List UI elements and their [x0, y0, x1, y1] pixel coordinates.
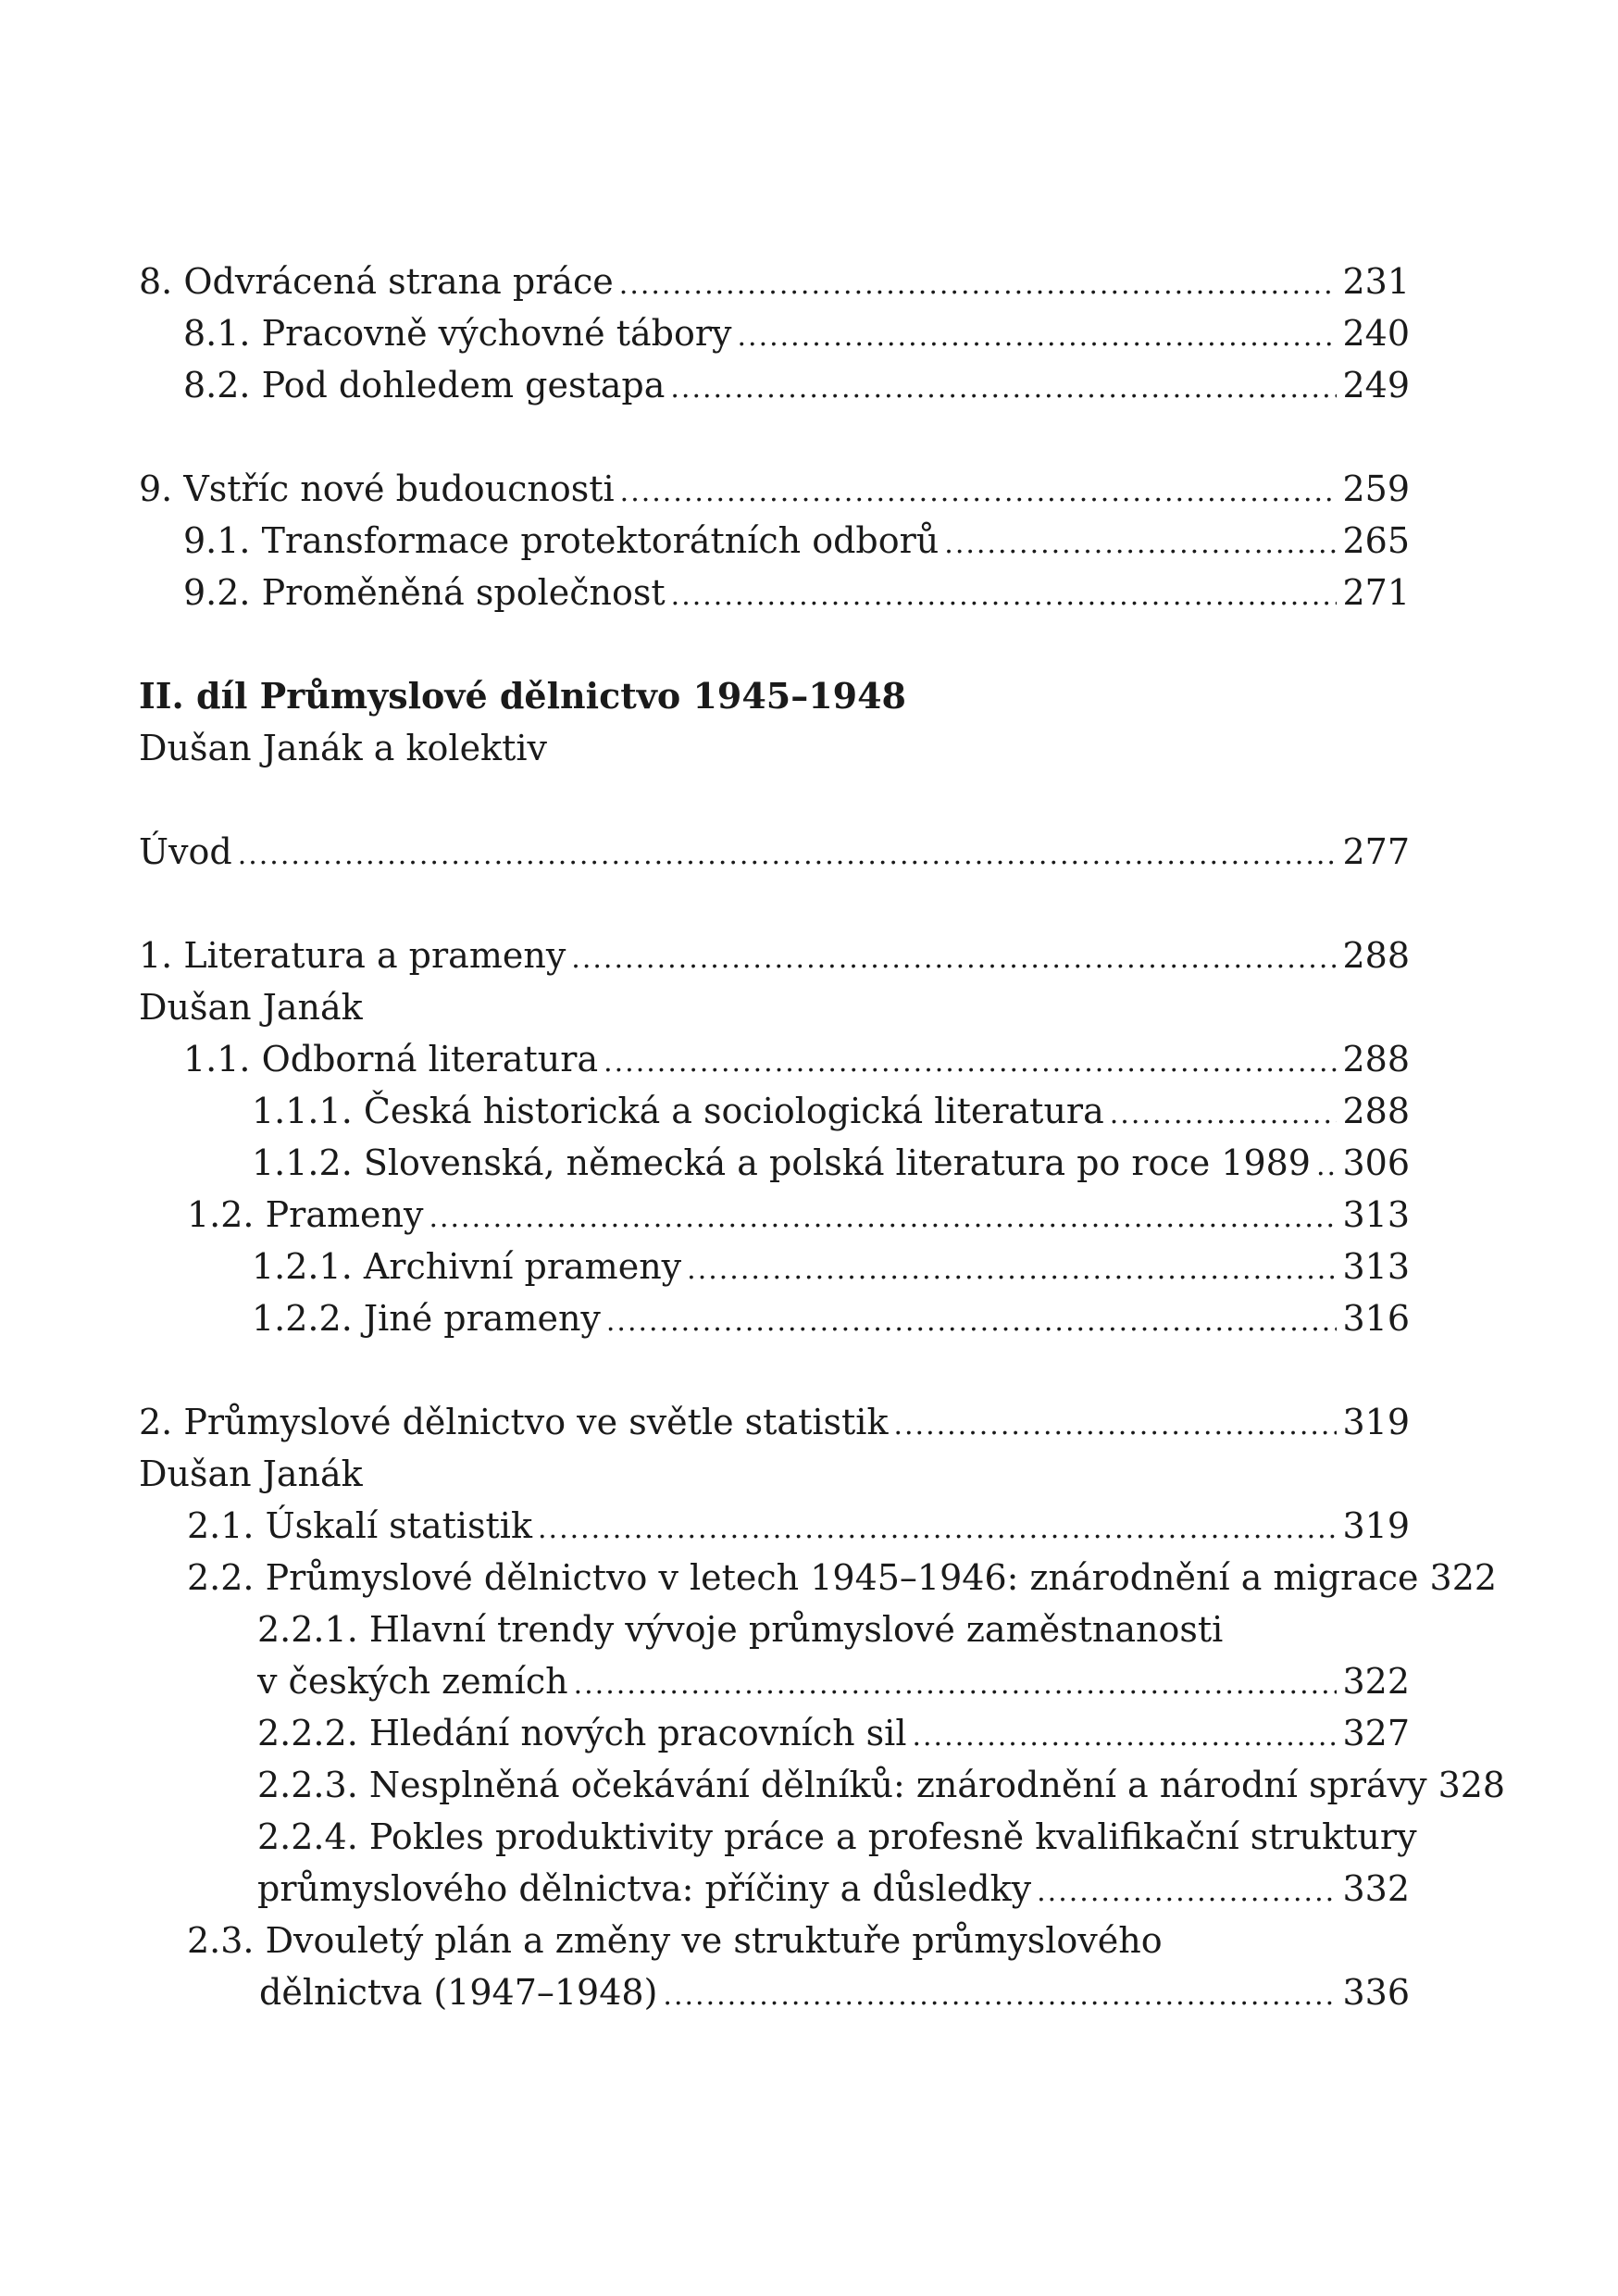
- toc-entry: [139, 1759, 1506, 1811]
- toc-entry-page: 313: [1342, 1194, 1410, 1235]
- toc-entry-title: 1.2. Prameny: [187, 1194, 424, 1235]
- chapter-author: Dušan Janák: [139, 1454, 363, 1494]
- toc-leader-dots: [1110, 1089, 1338, 1141]
- toc-leader-dots: [663, 1970, 1337, 2022]
- toc-entry-title: dělnictva (1947–1948): [259, 1972, 658, 2013]
- toc-entry-page: 288: [1342, 935, 1410, 976]
- toc-leader-dots: [620, 467, 1338, 518]
- toc-entry-title: 2.1. Úskalí statistik: [187, 1505, 532, 1546]
- toc-entry-page: 322: [1342, 1661, 1410, 1702]
- toc-entry-page: 277: [1342, 831, 1410, 872]
- toc-leader-dots: [571, 933, 1337, 985]
- toc-leader-dots: [912, 1711, 1337, 1763]
- toc-entry: [139, 1500, 1410, 1552]
- toc-entry-title-line: 2.2.4. Pokles produktivity práce a profesně kvalifikační struktury: [257, 1816, 1417, 1857]
- toc-leader-dots: [670, 363, 1337, 415]
- toc-entry-title: 2.2. Průmyslové dělnictvo v letech 1945–1946: znárodnění a migrace: [187, 1557, 1419, 1598]
- table-of-contents: [139, 256, 1506, 2018]
- toc-entry: [139, 1863, 1410, 1915]
- toc-entry-title: v českých zemích: [257, 1661, 568, 1702]
- toc-entry-title-line: 2.3. Dvouletý plán a změny ve struktuře průmyslového: [187, 1920, 1163, 1961]
- toc-entry-title: 1. Literatura a prameny: [139, 935, 566, 976]
- toc-entry-title: 1.2.1. Archivní prameny: [252, 1246, 682, 1287]
- toc-leader-dots: [893, 1400, 1337, 1452]
- toc-entry: [139, 826, 1410, 878]
- toc-leader-dots: [238, 830, 1338, 881]
- toc-entry-title: 1.1.1. Česká historická a sociologická literatura: [252, 1091, 1104, 1131]
- toc-entry-title: 1.1.2. Slovenská, německá a polská literatura po roce 1989: [252, 1142, 1311, 1183]
- toc-entry: [139, 930, 1410, 981]
- toc-entry-title: Úvod: [139, 831, 232, 872]
- toc-leader-dots: [671, 570, 1338, 622]
- toc-entry-page: 265: [1342, 520, 1410, 561]
- toc-entry: [139, 1552, 1498, 1603]
- toc-entry-page: 328: [1438, 1765, 1506, 1805]
- toc-entry-title: 2.2.3. Nesplněná očekávání dělníků: znárodnění a národní správy: [257, 1765, 1427, 1805]
- toc-entry-page: 336: [1342, 1972, 1410, 2013]
- toc-entry: [139, 1241, 1410, 1292]
- toc-entry-title: průmyslového dělnictva: příčiny a důsledky: [257, 1868, 1032, 1909]
- toc-leader-dots: [574, 1659, 1338, 1711]
- toc-entry-title: 1.1. Odborná literatura: [183, 1039, 599, 1079]
- toc-leader-dots: [429, 1192, 1337, 1244]
- toc-entry-page: 313: [1342, 1246, 1410, 1287]
- toc-entry-page: 322: [1429, 1557, 1498, 1598]
- toc-entry: [139, 1189, 1410, 1241]
- toc-leader-dots: [619, 259, 1338, 311]
- toc-entry: [139, 1292, 1410, 1344]
- chapter-author: Dušan Janák: [139, 987, 363, 1028]
- toc-leader-dots: [538, 1504, 1337, 1555]
- toc-leader-dots: [687, 1244, 1337, 1296]
- toc-entry-title: 9.2. Proměněná společnost: [183, 572, 666, 613]
- toc-entry-title: 2. Průmyslové dělnictvo ve světle statistik: [139, 1402, 889, 1442]
- toc-entry-title: 8.1. Pracovně výchovné tábory: [183, 313, 732, 354]
- toc-entry-title: 8.2. Pod dohledem gestapa: [183, 365, 666, 406]
- toc-entry-page: 319: [1342, 1505, 1410, 1546]
- toc-entry-page: 288: [1342, 1091, 1410, 1131]
- toc-leader-dots: [604, 1037, 1337, 1089]
- toc-entry-page: 332: [1342, 1868, 1410, 1909]
- toc-entry: [139, 1085, 1410, 1137]
- toc-entry: [139, 515, 1410, 567]
- toc-entry-page: 319: [1342, 1402, 1410, 1442]
- toc-entry-title: 8. Odvrácená strana práce: [139, 261, 614, 302]
- toc-entry-page: 271: [1342, 572, 1410, 613]
- toc-entry: [139, 1033, 1410, 1085]
- toc-entry: [139, 1966, 1410, 2018]
- toc-entry-page: 240: [1342, 313, 1410, 354]
- toc-leader-dots: [1316, 1141, 1337, 1192]
- toc-entry: [139, 1396, 1410, 1448]
- toc-entry-title: 9.1. Transformace protektorátních odborů: [183, 520, 940, 561]
- toc-leader-dots: [738, 311, 1338, 363]
- toc-entry-page: 316: [1342, 1298, 1410, 1339]
- toc-entry-page: 249: [1342, 365, 1410, 406]
- toc-entry: [139, 463, 1410, 515]
- toc-entry-page: 231: [1342, 261, 1410, 302]
- part-title: II. díl Průmyslové dělnictvo 1945–1948: [139, 675, 906, 717]
- toc-entry-title: 9. Vstříc nové budoucnosti: [139, 468, 615, 509]
- toc-entry: [139, 1707, 1410, 1759]
- toc-leader-dots: [606, 1296, 1338, 1348]
- toc-leader-dots: [944, 518, 1337, 570]
- toc-entry-title-line: 2.2.1. Hlavní trendy vývoje průmyslové zaměstnanosti: [257, 1609, 1224, 1650]
- toc-entry-title: 2.2.2. Hledání nových pracovních sil: [257, 1713, 907, 1753]
- toc-entry-page: 259: [1342, 468, 1410, 509]
- toc-leader-dots: [1037, 1866, 1337, 1918]
- toc-entry: [139, 1137, 1410, 1189]
- toc-entry: [139, 567, 1410, 618]
- toc-entry: [139, 359, 1410, 411]
- toc-entry-page: 327: [1342, 1713, 1410, 1753]
- toc-entry-page: 288: [1342, 1039, 1410, 1079]
- toc-entry: [139, 256, 1410, 307]
- toc-entry-page: 306: [1342, 1142, 1410, 1183]
- toc-entry-title: 1.2.2. Jiné prameny: [252, 1298, 601, 1339]
- part-author: Dušan Janák a kolektiv: [139, 728, 547, 768]
- toc-entry: [139, 307, 1410, 359]
- toc-entry: [139, 1655, 1410, 1707]
